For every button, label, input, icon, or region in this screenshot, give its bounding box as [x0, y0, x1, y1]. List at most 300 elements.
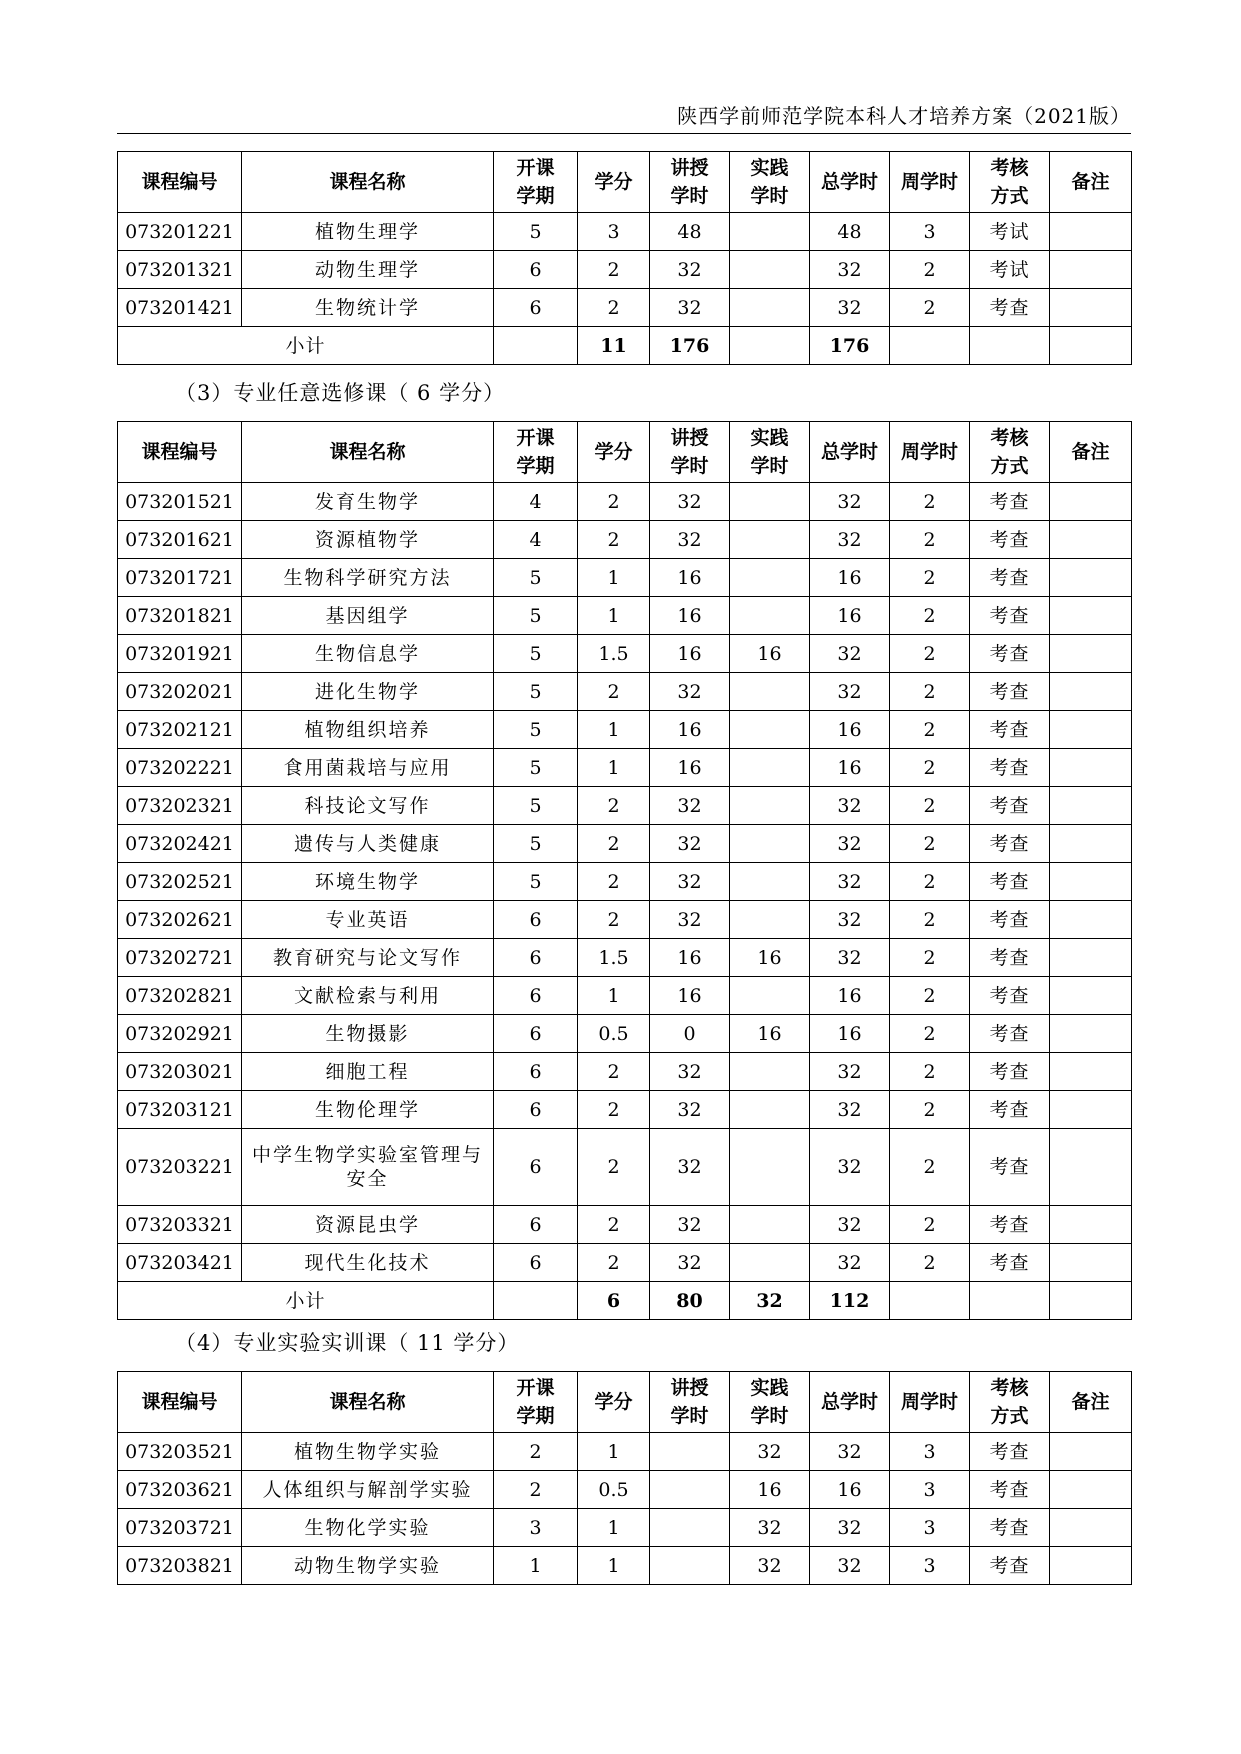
column-header-text: 课程编号: [141, 441, 218, 463]
course-name-cell: 细胞工程: [242, 1053, 494, 1091]
credits-cell: 1: [578, 1433, 650, 1471]
column-header-practice-hours: [730, 152, 810, 213]
lecture-hours-cell: 48: [650, 213, 730, 251]
credits-cell: 0.5: [578, 1471, 650, 1509]
assessment-method-cell: 考查: [970, 901, 1050, 939]
assessment-method-cell: 考查: [970, 1053, 1050, 1091]
assessment-method-cell: 考查: [970, 787, 1050, 825]
table-row: [118, 825, 1132, 863]
column-header-text: 学时: [670, 1405, 709, 1427]
column-header-text: 总学时: [820, 441, 878, 463]
semester-cell: 5: [494, 825, 578, 863]
course-code-cell: 073203821: [118, 1547, 242, 1585]
column-header-text: 实践: [750, 1377, 789, 1399]
practice-hours-cell: 16: [730, 939, 810, 977]
subtotal-semester-cell: [494, 327, 578, 365]
weekly-hours-cell: 2: [890, 289, 970, 327]
total-hours-cell: 32: [810, 521, 890, 559]
practice-hours-cell: 32: [730, 1509, 810, 1547]
credits-cell: 2: [578, 483, 650, 521]
assessment-method-cell: 考查: [970, 483, 1050, 521]
total-hours-cell: 16: [810, 749, 890, 787]
column-header-text: 开课: [516, 157, 555, 179]
credits-cell: 2: [578, 521, 650, 559]
remarks-cell: [1050, 673, 1132, 711]
column-header-weekly-hours: [890, 422, 970, 483]
practice-hours-cell: [730, 1129, 810, 1206]
practice-hours-cell: [730, 1206, 810, 1244]
column-header-remarks: [1050, 1372, 1132, 1433]
assessment-method-cell: 考试: [970, 251, 1050, 289]
column-header-text: 学时: [750, 185, 789, 207]
table-header-row: [118, 152, 1132, 213]
remarks-cell: [1050, 635, 1132, 673]
remarks-cell: [1050, 1129, 1132, 1206]
column-header-text: 学时: [750, 1405, 789, 1427]
semester-cell: 6: [494, 1206, 578, 1244]
practice-hours-cell: [730, 711, 810, 749]
practice-hours-cell: [730, 901, 810, 939]
semester-cell: 6: [494, 1015, 578, 1053]
credits-cell: 2: [578, 251, 650, 289]
semester-cell: 5: [494, 635, 578, 673]
course-code-cell: 073202721: [118, 939, 242, 977]
column-header-text: 备注: [1071, 441, 1110, 463]
column-header-text: 总学时: [820, 1391, 878, 1413]
practice-hours-cell: 16: [730, 635, 810, 673]
column-header-course-code: [118, 1372, 242, 1433]
weekly-hours-cell: 2: [890, 1053, 970, 1091]
table-row: [118, 863, 1132, 901]
assessment-method-cell: 考查: [970, 289, 1050, 327]
course-code-cell: 073202821: [118, 977, 242, 1015]
column-header-course-name: [242, 152, 494, 213]
credits-cell: 0.5: [578, 1015, 650, 1053]
remarks-cell: [1050, 1471, 1132, 1509]
section-heading-elective: （3）专业任意选修课（ 6 学分）: [175, 381, 506, 405]
assessment-method-cell: 考试: [970, 213, 1050, 251]
section-heading-lab: （4）专业实验实训课（ 11 学分）: [175, 1331, 520, 1355]
credits-cell: 2: [578, 1206, 650, 1244]
semester-cell: 5: [494, 213, 578, 251]
lecture-hours-cell: 32: [650, 673, 730, 711]
assessment-method-cell: 考查: [970, 749, 1050, 787]
remarks-cell: [1050, 559, 1132, 597]
column-header-text: 周学时: [900, 441, 958, 463]
credits-cell: 1: [578, 559, 650, 597]
column-header-credits: [578, 152, 650, 213]
semester-cell: 2: [494, 1471, 578, 1509]
weekly-hours-cell: 2: [890, 901, 970, 939]
remarks-cell: [1050, 1206, 1132, 1244]
table-row: [118, 1053, 1132, 1091]
weekly-hours-cell: 2: [890, 1129, 970, 1206]
table-row: [118, 1509, 1132, 1547]
lecture-hours-cell: 32: [650, 1091, 730, 1129]
total-hours-cell: 32: [810, 939, 890, 977]
course-code-cell: 073202921: [118, 1015, 242, 1053]
credits-cell: 1.5: [578, 635, 650, 673]
lecture-hours-cell: 32: [650, 483, 730, 521]
total-hours-cell: 32: [810, 1091, 890, 1129]
assessment-method-cell: 考查: [970, 1129, 1050, 1206]
total-hours-cell: 32: [810, 1433, 890, 1471]
lecture-hours-cell: 32: [650, 863, 730, 901]
course-code-cell: 073201921: [118, 635, 242, 673]
total-hours-cell: 32: [810, 901, 890, 939]
column-header-practice-hours: [730, 422, 810, 483]
column-header-text: 备注: [1071, 171, 1110, 193]
table-row: [118, 749, 1132, 787]
practice-hours-cell: [730, 483, 810, 521]
lecture-hours-cell: [650, 1547, 730, 1585]
assessment-method-cell: 考查: [970, 1471, 1050, 1509]
course-name-cell: 环境生物学: [242, 863, 494, 901]
course-name-cell: 资源植物学: [242, 521, 494, 559]
course-code-cell: 073203121: [118, 1091, 242, 1129]
course-name-cell: 生物科学研究方法: [242, 559, 494, 597]
course-name-cell: 遗传与人类健康: [242, 825, 494, 863]
course-code-cell: 073202421: [118, 825, 242, 863]
remarks-cell: [1050, 483, 1132, 521]
table-row: [118, 1129, 1132, 1206]
lecture-hours-cell: 32: [650, 521, 730, 559]
practice-hours-cell: 16: [730, 1015, 810, 1053]
course-code-cell: 073201421: [118, 289, 242, 327]
semester-cell: 6: [494, 1244, 578, 1282]
remarks-cell: [1050, 289, 1132, 327]
assessment-method-cell: 考查: [970, 711, 1050, 749]
course-name-cell: 植物生物学实验: [242, 1433, 494, 1471]
course-code-cell: 073202021: [118, 673, 242, 711]
remarks-cell: [1050, 1509, 1132, 1547]
column-header-text: 学分: [594, 441, 633, 463]
weekly-hours-cell: 2: [890, 559, 970, 597]
credits-cell: 2: [578, 787, 650, 825]
practice-hours-cell: [730, 787, 810, 825]
semester-cell: 5: [494, 597, 578, 635]
weekly-hours-cell: 2: [890, 977, 970, 1015]
semester-cell: 5: [494, 787, 578, 825]
semester-cell: 6: [494, 939, 578, 977]
total-hours-cell: 16: [810, 559, 890, 597]
practice-hours-cell: [730, 863, 810, 901]
subtotal-remarks-cell: [1050, 1282, 1132, 1320]
subtotal-practice-hours: [730, 327, 810, 365]
weekly-hours-cell: 3: [890, 1509, 970, 1547]
column-header-practice-hours: [730, 1372, 810, 1433]
subtotal-label: 小计: [118, 1282, 494, 1320]
column-header-assessment-method: [970, 152, 1050, 213]
remarks-cell: [1050, 977, 1132, 1015]
column-header-credits: [578, 1372, 650, 1433]
course-name-cell: 科技论文写作: [242, 787, 494, 825]
column-header-text: 讲授: [670, 427, 709, 449]
semester-cell: 5: [494, 559, 578, 597]
subtotal-weekly-cell: [890, 1282, 970, 1320]
credits-cell: 2: [578, 825, 650, 863]
credits-cell: 2: [578, 1129, 650, 1206]
assessment-method-cell: 考查: [970, 939, 1050, 977]
subtotal-method-cell: [970, 327, 1050, 365]
weekly-hours-cell: 2: [890, 597, 970, 635]
weekly-hours-cell: 3: [890, 1433, 970, 1471]
semester-cell: 6: [494, 977, 578, 1015]
semester-cell: 6: [494, 1053, 578, 1091]
course-code-cell: 073203021: [118, 1053, 242, 1091]
lecture-hours-cell: [650, 1433, 730, 1471]
subtotal-credits: 6: [578, 1282, 650, 1320]
lecture-hours-cell: 16: [650, 597, 730, 635]
assessment-method-cell: 考查: [970, 825, 1050, 863]
remarks-cell: [1050, 597, 1132, 635]
practice-hours-cell: [730, 1091, 810, 1129]
document-header-title: 陕西学前师范学院本科人才培养方案（2021版）: [677, 104, 1131, 128]
semester-cell: 3: [494, 1509, 578, 1547]
subtotal-semester-cell: [494, 1282, 578, 1320]
table-row: [118, 901, 1132, 939]
column-header-text: 学时: [750, 455, 789, 477]
remarks-cell: [1050, 1547, 1132, 1585]
table-row: [118, 1015, 1132, 1053]
assessment-method-cell: 考查: [970, 1547, 1050, 1585]
assessment-method-cell: 考查: [970, 521, 1050, 559]
practice-hours-cell: [730, 251, 810, 289]
semester-cell: 6: [494, 1129, 578, 1206]
table-row: [118, 1547, 1132, 1585]
assessment-method-cell: 考查: [970, 597, 1050, 635]
lecture-hours-cell: [650, 1471, 730, 1509]
practice-hours-cell: [730, 559, 810, 597]
column-header-text: 考核: [990, 427, 1029, 449]
credits-cell: 2: [578, 863, 650, 901]
course-name-cell: 植物组织培养: [242, 711, 494, 749]
table-row: [118, 483, 1132, 521]
table-row: [118, 1471, 1132, 1509]
column-header-lecture-hours: [650, 1372, 730, 1433]
lecture-hours-cell: 32: [650, 1053, 730, 1091]
course-table-elective: [117, 421, 1132, 1320]
course-name-cell: 生物信息学: [242, 635, 494, 673]
course-code-cell: 073202521: [118, 863, 242, 901]
column-header-course-code: [118, 152, 242, 213]
credits-cell: 1: [578, 977, 650, 1015]
weekly-hours-cell: 2: [890, 749, 970, 787]
table-row: [118, 559, 1132, 597]
weekly-hours-cell: 2: [890, 1206, 970, 1244]
weekly-hours-cell: 3: [890, 1471, 970, 1509]
course-code-cell: 073202321: [118, 787, 242, 825]
course-name-cell: 进化生物学: [242, 673, 494, 711]
column-header-text: 方式: [990, 455, 1029, 477]
assessment-method-cell: 考查: [970, 1091, 1050, 1129]
weekly-hours-cell: 2: [890, 939, 970, 977]
course-name-cell: 资源昆虫学: [242, 1206, 494, 1244]
column-header-text: 方式: [990, 1405, 1029, 1427]
credits-cell: 1: [578, 711, 650, 749]
header-divider: [117, 133, 1131, 134]
course-name-cell: 教育研究与论文写作: [242, 939, 494, 977]
lecture-hours-cell: 32: [650, 1244, 730, 1282]
table-row: [118, 939, 1132, 977]
remarks-cell: [1050, 1053, 1132, 1091]
subtotal-credits: 11: [578, 327, 650, 365]
table-header-row: [118, 422, 1132, 483]
practice-hours-cell: [730, 977, 810, 1015]
lecture-hours-cell: 0: [650, 1015, 730, 1053]
subtotal-method-cell: [970, 1282, 1050, 1320]
practice-hours-cell: [730, 597, 810, 635]
column-header-semester: [494, 422, 578, 483]
semester-cell: 6: [494, 1091, 578, 1129]
column-header-text: 周学时: [900, 1391, 958, 1413]
column-header-text: 考核: [990, 157, 1029, 179]
semester-cell: 6: [494, 251, 578, 289]
credits-cell: 2: [578, 1244, 650, 1282]
course-name-cell: 生物摄影: [242, 1015, 494, 1053]
weekly-hours-cell: 2: [890, 521, 970, 559]
practice-hours-cell: 16: [730, 1471, 810, 1509]
assessment-method-cell: 考查: [970, 673, 1050, 711]
remarks-cell: [1050, 1091, 1132, 1129]
course-code-cell: 073201321: [118, 251, 242, 289]
column-header-text: 学期: [516, 455, 555, 477]
column-header-text: 学时: [670, 185, 709, 207]
weekly-hours-cell: 2: [890, 863, 970, 901]
table-row: [118, 1091, 1132, 1129]
table-row: [118, 787, 1132, 825]
assessment-method-cell: 考查: [970, 977, 1050, 1015]
total-hours-cell: 32: [810, 1206, 890, 1244]
total-hours-cell: 32: [810, 289, 890, 327]
column-header-text: 学时: [670, 455, 709, 477]
total-hours-cell: 32: [810, 825, 890, 863]
course-name-cell: 植物生理学: [242, 213, 494, 251]
lecture-hours-cell: 32: [650, 1206, 730, 1244]
credits-cell: 1: [578, 749, 650, 787]
course-name-cell: 生物统计学: [242, 289, 494, 327]
assessment-method-cell: 考查: [970, 863, 1050, 901]
semester-cell: 5: [494, 863, 578, 901]
subtotal-row: [118, 1282, 1132, 1320]
total-hours-cell: 16: [810, 711, 890, 749]
lecture-hours-cell: [650, 1509, 730, 1547]
subtotal-total-hours: 176: [810, 327, 890, 365]
course-code-cell: 073202621: [118, 901, 242, 939]
practice-hours-cell: 32: [730, 1433, 810, 1471]
remarks-cell: [1050, 939, 1132, 977]
weekly-hours-cell: 2: [890, 251, 970, 289]
column-header-lecture-hours: [650, 152, 730, 213]
table-row: [118, 521, 1132, 559]
course-code-cell: 073201621: [118, 521, 242, 559]
course-name-cell: 专业英语: [242, 901, 494, 939]
remarks-cell: [1050, 863, 1132, 901]
table-row: [118, 251, 1132, 289]
remarks-cell: [1050, 711, 1132, 749]
total-hours-cell: 32: [810, 251, 890, 289]
course-code-cell: 073201821: [118, 597, 242, 635]
assessment-method-cell: 考查: [970, 1433, 1050, 1471]
subtotal-total-hours: 112: [810, 1282, 890, 1320]
course-name-cell: 发育生物学: [242, 483, 494, 521]
total-hours-cell: 16: [810, 1015, 890, 1053]
total-hours-cell: 32: [810, 673, 890, 711]
total-hours-cell: 32: [810, 1509, 890, 1547]
credits-cell: 2: [578, 1053, 650, 1091]
assessment-method-cell: 考查: [970, 1015, 1050, 1053]
subtotal-lecture-hours: 176: [650, 327, 730, 365]
lecture-hours-cell: 32: [650, 289, 730, 327]
table-row: [118, 597, 1132, 635]
total-hours-cell: 32: [810, 1547, 890, 1585]
subtotal-remarks-cell: [1050, 327, 1132, 365]
remarks-cell: [1050, 1433, 1132, 1471]
course-code-cell: 073201721: [118, 559, 242, 597]
course-name-cell: 基因组学: [242, 597, 494, 635]
total-hours-cell: 32: [810, 863, 890, 901]
column-header-remarks: [1050, 152, 1132, 213]
remarks-cell: [1050, 787, 1132, 825]
column-header-text: 学期: [516, 185, 555, 207]
subtotal-weekly-cell: [890, 327, 970, 365]
column-header-text: 课程编号: [141, 171, 218, 193]
remarks-cell: [1050, 825, 1132, 863]
lecture-hours-cell: 16: [650, 939, 730, 977]
assessment-method-cell: 考查: [970, 559, 1050, 597]
column-header-weekly-hours: [890, 1372, 970, 1433]
credits-cell: 2: [578, 673, 650, 711]
table-row: [118, 289, 1132, 327]
remarks-cell: [1050, 901, 1132, 939]
course-code-cell: 073203321: [118, 1206, 242, 1244]
column-header-semester: [494, 1372, 578, 1433]
subtotal-practice-hours: 32: [730, 1282, 810, 1320]
total-hours-cell: 32: [810, 1129, 890, 1206]
assessment-method-cell: 考查: [970, 1509, 1050, 1547]
credits-cell: 1: [578, 1547, 650, 1585]
course-table-lab: [117, 1371, 1132, 1585]
column-header-semester: [494, 152, 578, 213]
column-header-credits: [578, 422, 650, 483]
practice-hours-cell: [730, 1053, 810, 1091]
column-header-text: 备注: [1071, 1391, 1110, 1413]
column-header-text: 方式: [990, 185, 1029, 207]
credits-cell: 2: [578, 1091, 650, 1129]
column-header-text: 学分: [594, 1391, 633, 1413]
course-table-required: [117, 151, 1132, 365]
total-hours-cell: 16: [810, 1471, 890, 1509]
practice-hours-cell: [730, 673, 810, 711]
assessment-method-cell: 考查: [970, 1244, 1050, 1282]
remarks-cell: [1050, 521, 1132, 559]
table-header-row: [118, 1372, 1132, 1433]
credits-cell: 3: [578, 213, 650, 251]
practice-hours-cell: [730, 521, 810, 559]
practice-hours-cell: [730, 825, 810, 863]
semester-cell: 6: [494, 901, 578, 939]
semester-cell: 5: [494, 711, 578, 749]
subtotal-label: 小计: [118, 327, 494, 365]
course-name-cell: 现代生化技术: [242, 1244, 494, 1282]
course-code-cell: 073202221: [118, 749, 242, 787]
column-header-weekly-hours: [890, 152, 970, 213]
course-name-cell: 文献检索与利用: [242, 977, 494, 1015]
course-code-cell: 073201221: [118, 213, 242, 251]
course-code-cell: 073203521: [118, 1433, 242, 1471]
weekly-hours-cell: 2: [890, 1015, 970, 1053]
column-header-total-hours: [810, 152, 890, 213]
